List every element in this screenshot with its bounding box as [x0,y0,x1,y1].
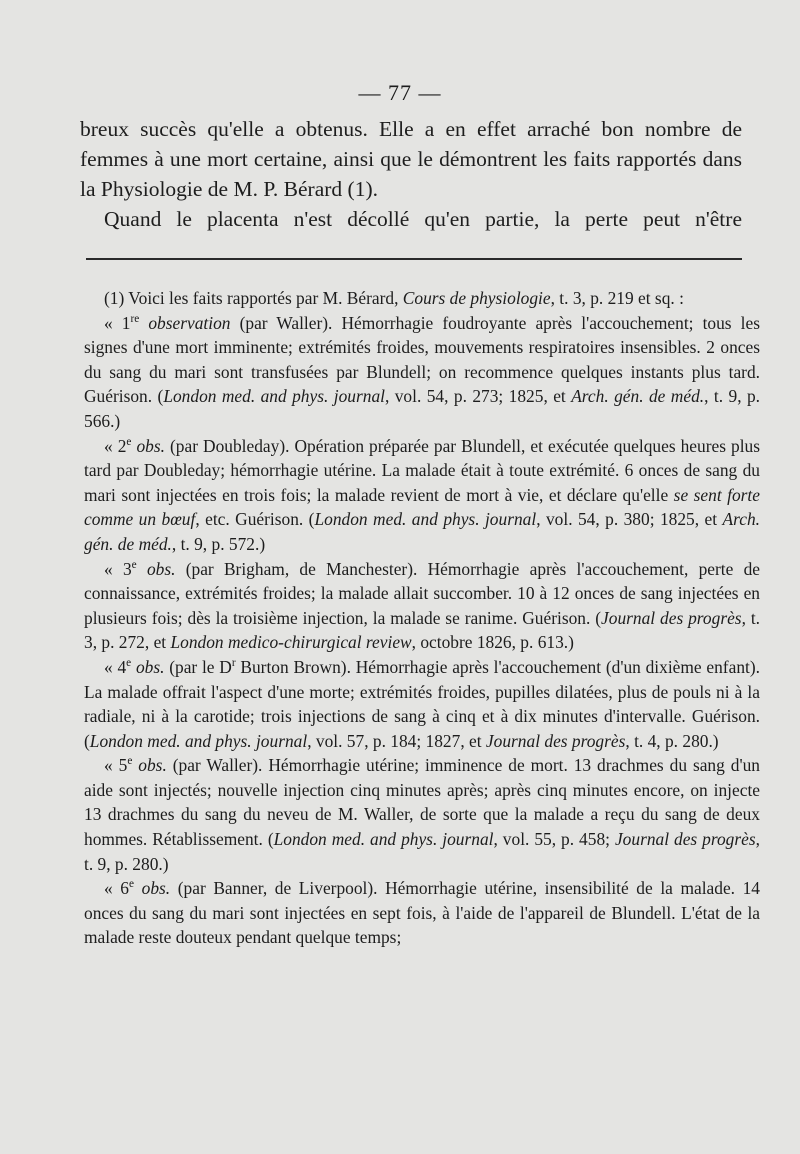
page-number: — 77 — [358,80,442,105]
observation-4: « 4e obs. (par le $D^r$ Burton Brown). Hémorrhagie après l'accouchement (d'un dixième enfant). La malade offrait l'aspect d'une morte; extrémités froides, pupilles dilatées, plus de pouls ni à la radiale, ni à la carotide; trois injections de sang à cinq et à dix minutes d'intervalle. Guérison. (London med. and phys. journal, vol. 57, p. 184; 1827, et Journal des progrès, t. 4, p. 280.) [84,656,760,751]
observation-5: « 5e obs. (par Waller). Hémorrhagie utérine; imminence de mort. 13 drachmes du sang d'un aide sont injectés; nouvelle injection cinq minutes après; après cinq minutes encore, on injecte 13 drachmes du sang du neveu de M. Waller, de sorte que la malade a reçu du sang de deux hommes. Rétablissement. (London med. and phys. journal, vol. 55, p. 458; Journal des progrès, t. 9, p. 280.) [84,755,760,874]
footnotes [84,286,760,950]
main-text [80,114,742,234]
observation-1: « 1re observation (par Waller). Hémorrhagie foudroyante après l'accouchement; tous les signes d'une mort imminente; extrémités froides, mouvements respiratoires insensibles. 2 onces du sang du mari sont transfusées par Blundell; on recommence quelques instants plus tard. Guérison. (London med. and phys. journal, vol. 54, p. 273; 1825, et Arch. gén. de méd., t. 9, p. 566.) [84,312,760,431]
footnote-intro: (1) Voici les faits rapportés par M. Bérard, Cours de physiologie, t. 3, p. 219 et sq. : [104,288,684,308]
footnote-separator [86,258,742,260]
observation-2: « 2e obs. (par Doubleday). Opération préparée par Blundell, et exécutée quelques heures plus tard par Doubleday; hémorrhagie utérine. La malade était à toute extrémité. 6 onces de sang du mari sont injectées en trois fois; la malade revient de mort à vie, et déclare qu'elle se sent forte comme un bœuf, etc. Guérison. (London med. and phys. journal, vol. 54, p. 380; 1825, et Arch. gén. de méd., t. 9, p. 572.) [84,435,761,554]
observation-3: « 3e obs. (par Brigham, de Manchester). Hémorrhagie après l'accouchement, perte de connaissance, extrémités froides; la malade allait succomber. 10 à 12 onces de sang injectées en plusieurs fois; dès la troisième injection, la malade se ranime. Guérison. (Journal des progrès, t. 3, p. 272, et London medico-chirurgical review, octobre 1826, p. 613.) [84,558,761,653]
observation-6: « 6e obs. (par Banner, de Liverpool). Hémorrhagie utérine, insensibilité de la malade. 14 onces du sang du mari sont injectées en sept fois, à l'aide de l'appareil de Blundell. L'état de la malade reste douteux pendant quelque temps; [84,878,761,948]
main-paragraph: breux succès qu'elle a obtenus. Elle a en effet arraché bon nombre de femmes à une mort certaine, ainsi que le démontrent les faits rapportés dans la Physiologie de M. P. Bérard (1). [80,117,742,201]
main-paragraph-continued: Quand le placenta n'est décollé qu'en partie, la perte peut n'être [104,207,742,231]
